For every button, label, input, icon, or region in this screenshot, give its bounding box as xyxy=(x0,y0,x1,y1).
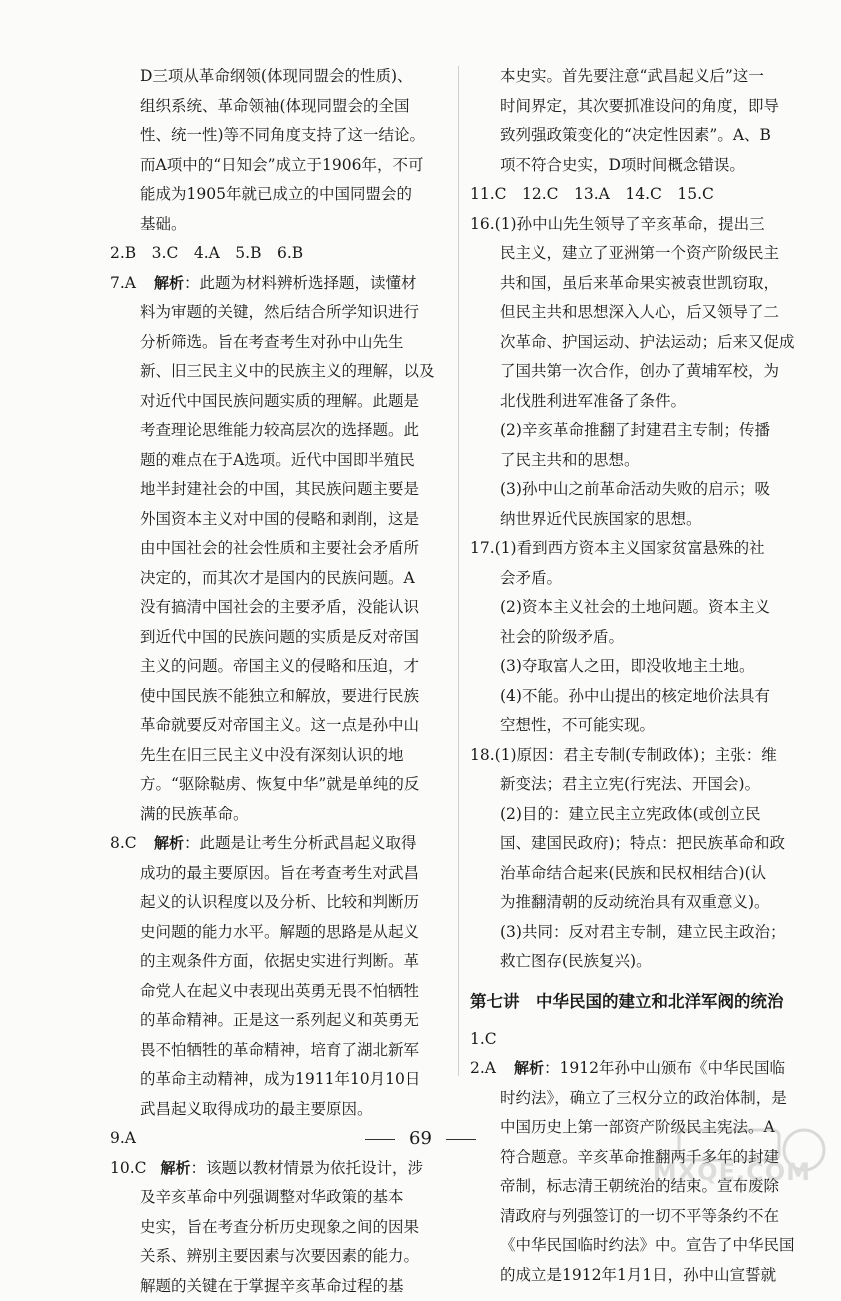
text-line xyxy=(470,121,815,151)
line-text: 使中国民族不能独立和解放，要进行民族 xyxy=(140,687,419,705)
line-text: 而A项中的“日知会”成立于1906年，不可 xyxy=(140,156,424,174)
analysis-label: 解析 xyxy=(514,1059,544,1077)
line-text: 治革命结合起来(民族和民权相结合)(认 xyxy=(500,864,766,882)
text-line xyxy=(470,829,815,859)
text-line xyxy=(470,416,815,446)
text-line xyxy=(470,298,815,328)
text-line xyxy=(110,593,452,623)
line-text: 对近代中国民族问题实质的理解。此题是 xyxy=(140,392,419,410)
line-text: (3)夺取富人之田，即没收地主土地。 xyxy=(500,657,754,675)
text-line xyxy=(110,180,452,210)
text-line xyxy=(470,446,815,476)
line-text: (3)孙中山之前革命活动失败的启示；吸 xyxy=(500,480,770,498)
text-line xyxy=(110,888,452,918)
line-text: 为推翻清朝的反动统治具有双重意义)。 xyxy=(500,893,770,911)
text-line xyxy=(470,652,815,682)
line-text: 题的难点在于A选项。近代中国即半殖民 xyxy=(140,451,415,469)
text-line xyxy=(110,918,452,948)
line-text: 本史实。首先要注意“武昌起义后”这一 xyxy=(500,67,764,85)
text-line xyxy=(110,770,452,800)
line-text: 18.(1)原因：君主专制(专制政体)；主张：维 xyxy=(470,746,777,764)
text-line xyxy=(110,564,452,594)
line-text: 时间界定，其次要抓准设问的角度，即导 xyxy=(500,97,779,115)
text-line xyxy=(470,505,815,535)
text-line xyxy=(470,387,815,417)
line-text: 畏不怕牺牲的革命精神，培育了湖北新军 xyxy=(140,1041,419,1059)
line-text: 的革命精神。正是这一系列起义和英勇无 xyxy=(140,1011,419,1029)
text-line xyxy=(110,446,452,476)
section-title: 第七讲 中华民国的建立和北洋军阀的统治 xyxy=(470,981,815,1023)
text-line xyxy=(110,1183,452,1213)
text-line xyxy=(470,1084,815,1114)
text-line xyxy=(470,1202,815,1232)
line-text: (3)共同：反对君主专制，建立民主政治； xyxy=(500,923,785,941)
text-line xyxy=(470,328,815,358)
column-divider xyxy=(458,66,459,1076)
question-number: 8.C xyxy=(110,829,140,859)
text-line xyxy=(110,1272,452,1301)
text-line xyxy=(470,151,815,181)
text-line xyxy=(110,1036,452,1066)
line-text: 北伐胜利进军准备了条件。 xyxy=(500,392,686,410)
line-text: 满的民族革命。 xyxy=(140,805,249,823)
text-line xyxy=(110,947,452,977)
line-text: 了国共第一次合作，创办了黄埔军校，为 xyxy=(500,362,779,380)
line-text: 由中国社会的社会性质和主要社会矛盾所 xyxy=(140,539,419,557)
text-line xyxy=(470,593,815,623)
analysis-label: 解析 xyxy=(161,1159,191,1177)
text-line xyxy=(470,1054,815,1084)
line-text: 纳世界近代民族国家的思想。 xyxy=(500,510,702,528)
line-text: 1.C xyxy=(470,1030,497,1048)
line-text: 帝制，标志清王朝统治的结束。宣布废除 xyxy=(500,1177,779,1195)
line-text: 革命就要反对帝国主义。这一点是孙中山 xyxy=(140,716,419,734)
text-line xyxy=(110,505,452,535)
line-text: 解题的关键在于掌握辛亥革命过程的基 xyxy=(140,1277,404,1295)
line-text: 会矛盾。 xyxy=(500,569,562,587)
line-text: 2.B 3.C 4.A 5.B 6.B xyxy=(110,244,303,262)
text-line xyxy=(110,92,452,122)
line-text: 地半封建社会的中国，其民族问题主要是 xyxy=(140,480,419,498)
line-text: 武昌起义取得成功的最主要原因。 xyxy=(140,1100,373,1118)
line-text: 的革命主动精神，成为1911年10月10日 xyxy=(140,1070,420,1088)
text-line xyxy=(110,357,452,387)
text-line xyxy=(470,564,815,594)
line-text: 没有搞清中国社会的主要矛盾，没能认识 xyxy=(140,598,419,616)
line-text: 11.C 12.C 13.A 14.C 15.C xyxy=(470,185,714,203)
line-text: 了民主共和的思想。 xyxy=(500,451,640,469)
text-line xyxy=(470,888,815,918)
text-line xyxy=(470,623,815,653)
text-line xyxy=(470,475,815,505)
line-text: 国、建国民政府)；特点：把民族革命和政 xyxy=(500,834,785,852)
text-line xyxy=(470,210,815,240)
line-text: (2)资本主义社会的土地问题。资本主义 xyxy=(500,598,770,616)
text-line xyxy=(470,1261,815,1291)
text-line xyxy=(470,711,815,741)
footer-dash-left xyxy=(365,1139,395,1140)
text-line xyxy=(470,239,815,269)
question-number: 7.A xyxy=(110,269,140,299)
line-text: 到近代中国的民族问题的实质是反对帝国 xyxy=(140,628,419,646)
text-line xyxy=(470,534,815,564)
line-text: 17.(1)看到西方资本主义国家贫富悬殊的社 xyxy=(470,539,765,557)
line-text: 起义的认识程度以及分析、比较和判断历 xyxy=(140,893,419,911)
text-line xyxy=(110,652,452,682)
line-text: 民主义，建立了亚洲第一个资产阶级民主 xyxy=(500,244,779,262)
text-line xyxy=(110,1213,452,1243)
line-text: 救亡图存(民族复兴)。 xyxy=(500,952,652,970)
line-text: 性、统一性)等不同角度支持了这一结论。 xyxy=(140,126,425,144)
line-text: 时约法》，确立了三权分立的政治体制，是 xyxy=(500,1089,787,1107)
text-line xyxy=(110,741,452,771)
text-line xyxy=(110,151,452,181)
analysis-label: 解析 xyxy=(154,274,184,292)
line-text: (2)目的：建立民主立宪政体(或创立民 xyxy=(500,805,761,823)
text-line xyxy=(470,682,815,712)
line-text: 《中华民国临时约法》中。宣告了中华民国 xyxy=(500,1236,795,1254)
question-number: 2.A xyxy=(470,1054,500,1084)
line-text: 新、旧三民主义中的民族主义的理解，以及 xyxy=(140,362,435,380)
line-text: 符合题意。辛亥革命推翻两千多年的封建 xyxy=(500,1148,779,1166)
text-line xyxy=(110,269,452,299)
line-text: D三项从革命纲领(体现同盟会的性质)、 xyxy=(140,67,413,85)
text-line xyxy=(110,859,452,889)
line-text: 外国资本主义对中国的侵略和剥削，这是 xyxy=(140,510,419,528)
text-line xyxy=(470,62,815,92)
text-line xyxy=(470,859,815,889)
text-line xyxy=(110,682,452,712)
line-text: 但民主共和思想深入人心，后又领导了二 xyxy=(500,303,779,321)
text-line xyxy=(110,977,452,1007)
line-text: 社会的阶级矛盾。 xyxy=(500,628,624,646)
line-text: 主义的问题。帝国主义的侵略和压迫，才 xyxy=(140,657,419,675)
text-line xyxy=(470,269,815,299)
line-text: ：此题是让考生分析武昌起义取得 xyxy=(184,834,417,852)
text-line xyxy=(110,1065,452,1095)
text-line xyxy=(470,800,815,830)
line-text: 9.A xyxy=(110,1129,136,1147)
line-text: 料为审题的关键，然后结合所学知识进行 xyxy=(140,303,419,321)
text-line xyxy=(470,92,815,122)
text-line xyxy=(110,711,452,741)
line-text: 中国历史上第一部资产阶级民主宪法。A xyxy=(500,1118,775,1136)
line-text: ：1912年孙中山颁布《中华民国临 xyxy=(544,1059,785,1077)
left-column xyxy=(110,62,452,1301)
line-text: 成功的最主要原因。旨在考查考生对武昌 xyxy=(140,864,419,882)
text-line xyxy=(470,741,815,771)
line-text: 16.(1)孙中山先生领导了辛亥革命，提出三 xyxy=(470,215,765,233)
text-line xyxy=(110,534,452,564)
line-text: 空想性，不可能实现。 xyxy=(500,716,655,734)
line-text: 项不符合史实，D项时间概念错误。 xyxy=(500,156,745,174)
line-text: 考查理论思维能力较高层次的选择题。此 xyxy=(140,421,419,439)
footer-dash-right xyxy=(446,1139,476,1140)
line-text: 关系、辨别主要因素与次要因素的能力。 xyxy=(140,1247,419,1265)
line-text: 能成为1905年就已成立的中国同盟会的 xyxy=(140,185,412,203)
watermark-text: MXQE.COM xyxy=(653,1158,811,1186)
text-line xyxy=(110,328,452,358)
text-line xyxy=(110,416,452,446)
text-line xyxy=(110,121,452,151)
line-text: 基础。 xyxy=(140,215,187,233)
text-line xyxy=(110,298,452,328)
text-line xyxy=(470,770,815,800)
analysis-label: 解析 xyxy=(154,834,184,852)
line-text: 次革命、护国运动、护法运动；后来又促成 xyxy=(500,333,795,351)
line-text: 史实，旨在考查分析历史现象之间的因果 xyxy=(140,1218,419,1236)
line-text: 共和国，虽后来革命果实被袁世凯窃取， xyxy=(500,274,779,292)
text-line xyxy=(110,829,452,859)
line-text: 的成立是1912年1月1日，孙中山宣誓就 xyxy=(500,1266,776,1284)
line-text: 清政府与列强签订的一切不平等条约不在 xyxy=(500,1207,779,1225)
line-text: 新变法；君主立宪(行宪法、开国会)。 xyxy=(500,775,760,793)
page-number: 69 xyxy=(409,1128,432,1149)
line-text: 及辛亥革命中列强调整对华政策的基本 xyxy=(140,1188,404,1206)
text-line xyxy=(110,387,452,417)
line-text: 组织系统、革命领袖(体现同盟会的全国 xyxy=(140,97,410,115)
line-text: 致列强政策变化的“决定性因素”。A、B xyxy=(500,126,771,144)
text-line xyxy=(110,1095,452,1125)
text-line xyxy=(110,800,452,830)
right-column xyxy=(470,62,815,1290)
text-line xyxy=(470,1025,815,1055)
line-text: 命党人在起义中表现出英勇无畏不怕牺牲 xyxy=(140,982,419,1000)
text-line xyxy=(110,1242,452,1272)
line-text: 方。“驱除鞑虏、恢复中华”就是单纯的反 xyxy=(140,775,419,793)
text-line xyxy=(110,623,452,653)
line-text: 的主观条件方面，依据史实进行判断。革 xyxy=(140,952,419,970)
question-number: 10.C xyxy=(110,1154,147,1184)
text-line xyxy=(110,62,452,92)
line-text: ：该题以教材情景为依托设计，涉 xyxy=(191,1159,424,1177)
line-text: (4)不能。孙中山提出的核定地价法具有 xyxy=(500,687,770,705)
text-line xyxy=(470,357,815,387)
text-line xyxy=(110,1154,452,1184)
line-text: 分析筛选。旨在考查考生对孙中山先生 xyxy=(140,333,404,351)
line-text: 决定的，而其次才是国内的民族问题。A xyxy=(140,569,415,587)
text-line xyxy=(110,210,452,240)
text-line xyxy=(110,475,452,505)
watermark-logo xyxy=(669,1122,829,1192)
line-text: (2)辛亥革命推翻了封建君主专制；传播 xyxy=(500,421,770,439)
line-text: ：此题为材料辨析选择题，读懂材 xyxy=(184,274,417,292)
line-text: 先生在旧三民主义中没有深刻认识的地 xyxy=(140,746,404,764)
text-line xyxy=(470,180,815,210)
text-line xyxy=(110,1006,452,1036)
text-line xyxy=(470,918,815,948)
text-line xyxy=(110,239,452,269)
text-line xyxy=(470,1231,815,1261)
text-line xyxy=(470,947,815,977)
line-text: 史问题的能力水平。解题的思路是从起义 xyxy=(140,923,419,941)
right-column-answers xyxy=(470,62,815,977)
